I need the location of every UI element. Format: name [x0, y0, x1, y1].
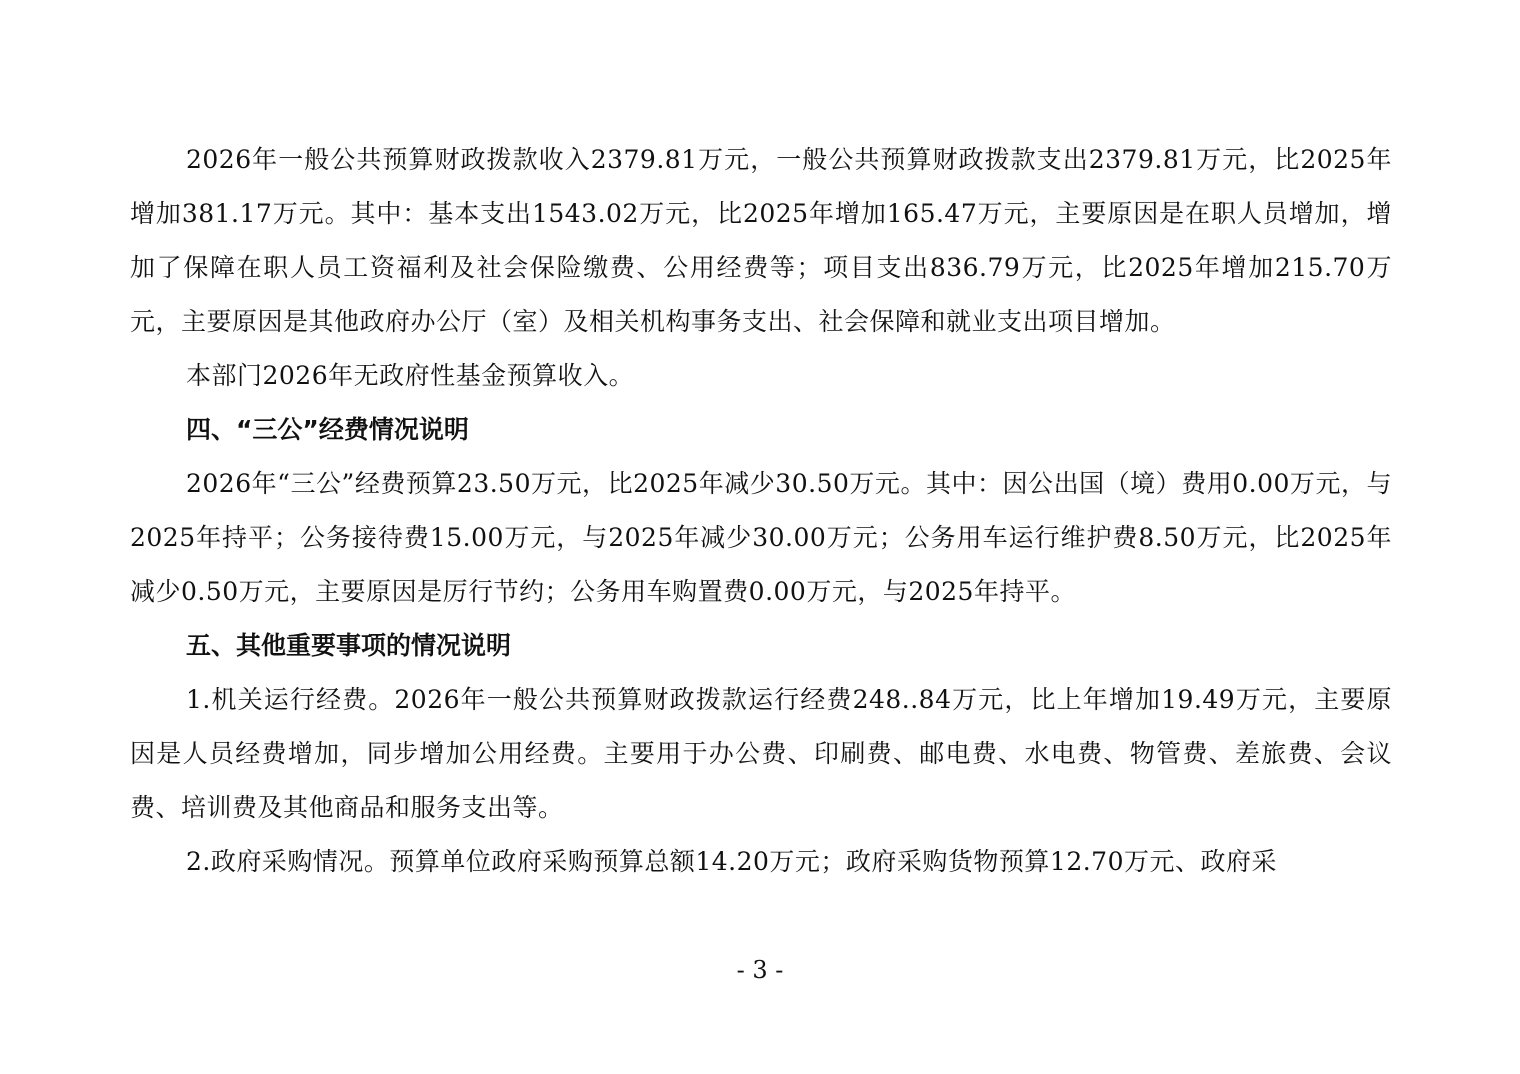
- paragraph-government-fund: 本部门2026年无政府性基金预算收入。: [186, 361, 635, 390]
- paragraph-operating-expenses: 1.机关运行经费。2026年一般公共预算财政拨款运行经费248..84万元，比上年增加19.49万元，主要原因是人员经费增加，同步增加公用经费。主要用于办公费、印刷费、邮电费、水电费、物管费、差旅费、会议费、培训费及其他商品和服务支出等。: [130, 685, 1392, 822]
- section-heading-other-matters: 五、其他重要事项的情况说明: [186, 631, 512, 660]
- section-heading-three-public: 四、“三公”经费情况说明: [186, 415, 469, 444]
- document-body: [130, 133, 1392, 889]
- paragraph-budget-income: 2026年一般公共预算财政拨款收入2379.81万元，一般公共预算财政拨款支出2379.81万元，比2025年增加381.17万元。其中：基本支出1543.02万元，比2025年增加165.47万元，主要原因是在职人员增加，增加了保障在职人员工资福利及社会保险缴费、公用经费等；项目支出836.79万元，比2025年增加215.70万元，主要原因是其他政府办公厅（室）及相关机构事务支出、社会保障和就业支出项目增加。: [130, 145, 1392, 336]
- paragraph-government-procurement: 2.政府采购情况。预算单位政府采购预算总额14.20万元；政府采购货物预算12.70万元、政府采: [186, 847, 1277, 876]
- page-number: - 3 -: [736, 956, 784, 984]
- paragraph-three-public-expenses: 2026年“三公”经费预算23.50万元，比2025年减少30.50万元。其中：因公出国（境）费用0.00万元，与2025年持平；公务接待费15.00万元，与2025年减少30.00万元；公务用车运行维护费8.50万元，比2025年减少0.50万元，主要原因是厉行节约；公务用车购置费0.00万元，与2025年持平。: [130, 469, 1392, 606]
